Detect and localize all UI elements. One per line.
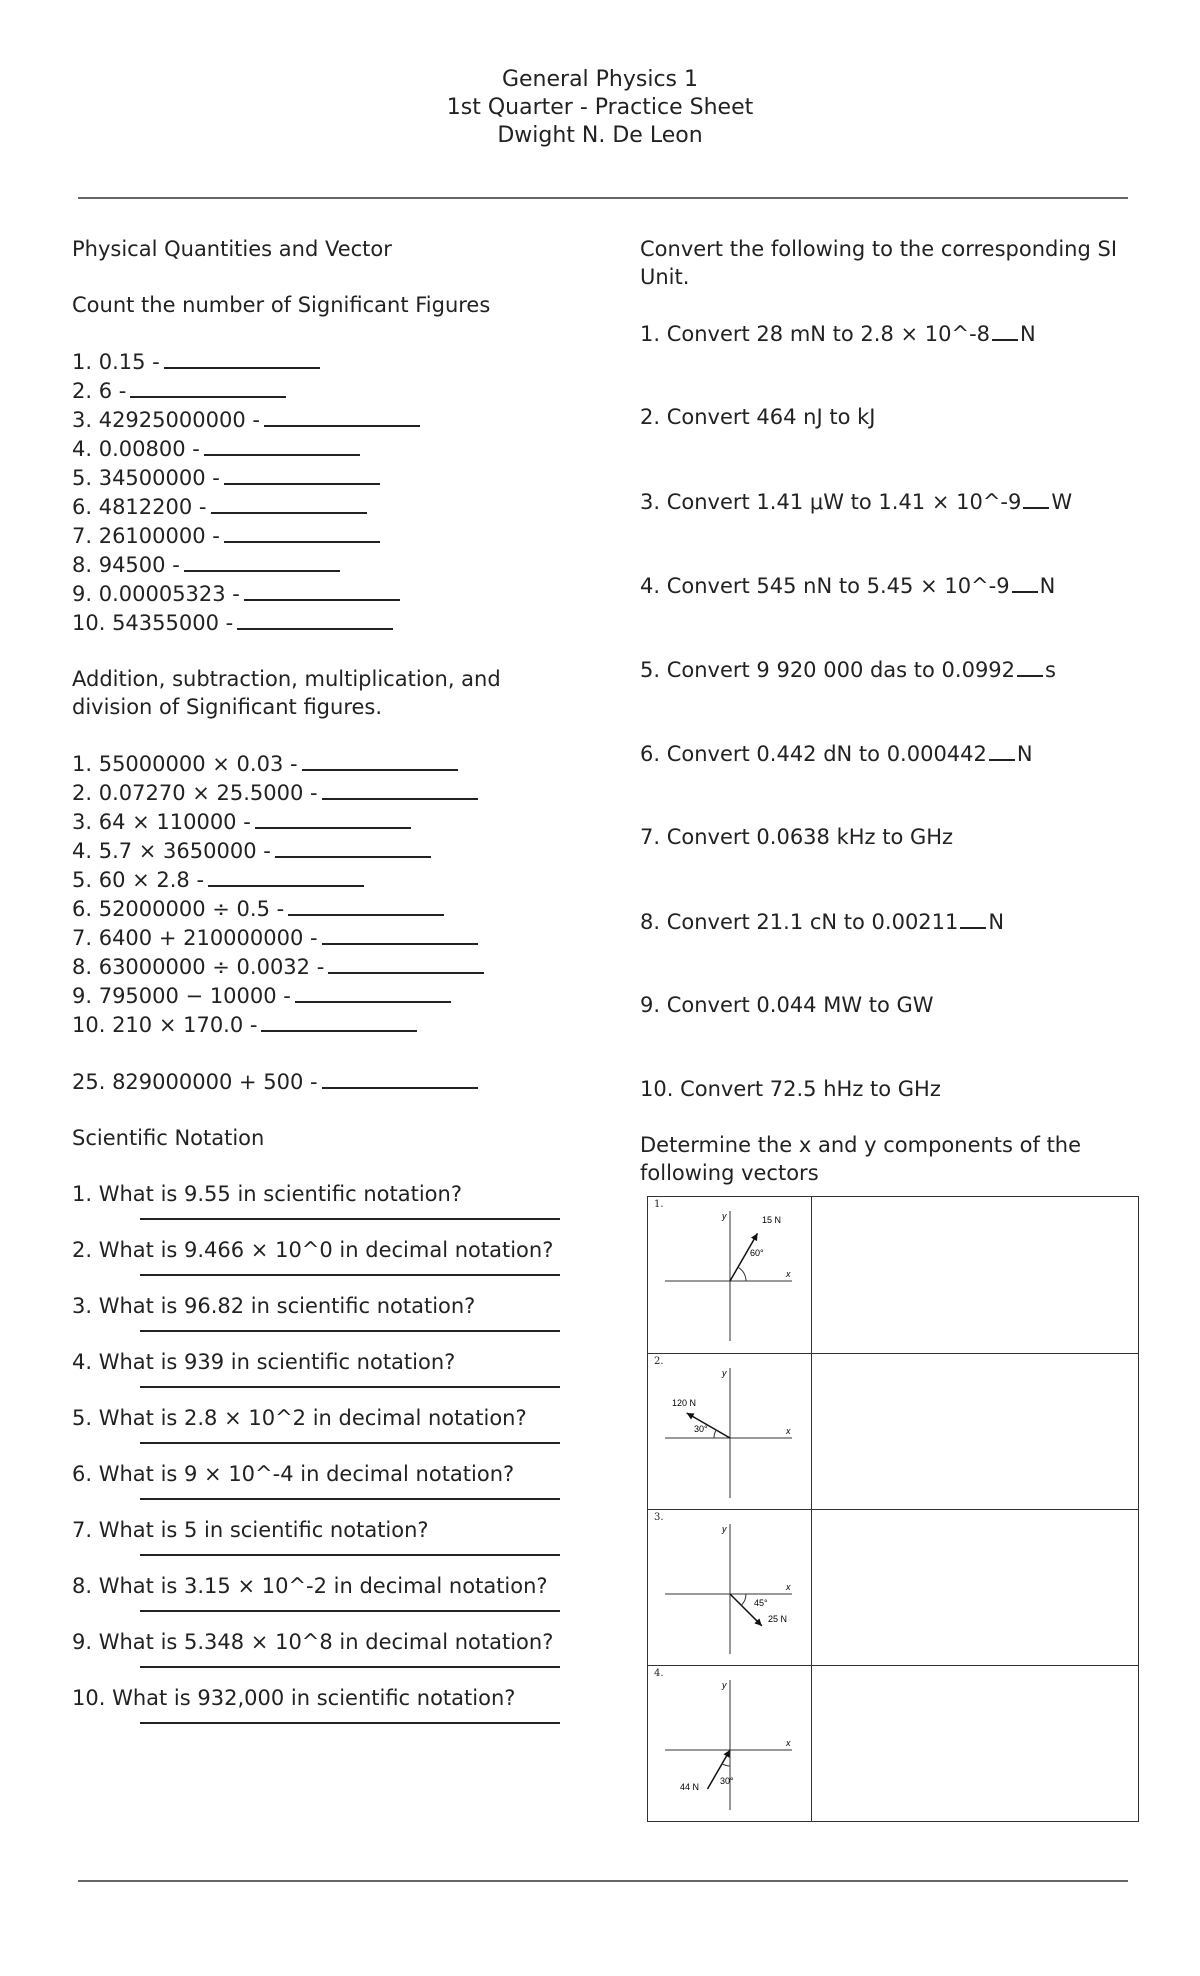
question-text: 9. 795000 − 10000 -: [72, 984, 291, 1008]
question-text: 6. 52000000 ÷ 0.5 -: [72, 897, 285, 921]
list-item: [640, 487, 1150, 571]
answer-cell[interactable]: [813, 1666, 1138, 1822]
answer-blank[interactable]: [1017, 655, 1043, 677]
list-item: [72, 1684, 572, 1740]
vector-number: 4.: [654, 1668, 664, 1679]
list-item: [72, 1628, 572, 1684]
vector-number: 3.: [654, 1512, 664, 1523]
answer-line[interactable]: [140, 1610, 560, 1612]
answer-blank[interactable]: [244, 579, 400, 601]
question-text: 3. Convert 1.41 μW to 1.41 × 10^-9: [640, 490, 1022, 514]
answer-blank[interactable]: [255, 807, 411, 829]
list-item: [72, 608, 572, 637]
angle-label: 30°: [720, 1776, 734, 1786]
list-item: [72, 981, 572, 1010]
vector-diagram: [648, 1510, 808, 1664]
magnitude-label: 120 N: [672, 1398, 697, 1408]
answer-blank[interactable]: [322, 1067, 478, 1089]
answer-blank[interactable]: [275, 836, 431, 858]
list-item: [640, 319, 1150, 403]
answer-blank[interactable]: [322, 778, 478, 800]
list-item: [72, 434, 572, 463]
answer-line[interactable]: [140, 1722, 560, 1724]
y-axis-label: y: [722, 1211, 727, 1221]
answer-cell[interactable]: [813, 1510, 1138, 1666]
unit-label: W: [1051, 490, 1073, 514]
question-text: 10. Convert 72.5 hHz to GHz: [640, 1077, 941, 1101]
list-item: [72, 1010, 572, 1039]
answer-cell-divider: [811, 1354, 812, 1510]
question-text: 8. 94500 -: [72, 553, 180, 577]
angle-label: 45°: [754, 1598, 768, 1608]
vector-title: Determine the x and y components of the following vectors: [640, 1133, 1082, 1185]
question-text: 5. 34500000 -: [72, 466, 220, 490]
vector-row: [648, 1665, 1138, 1822]
list-item: [72, 807, 572, 836]
question-text: 3. 42925000000 -: [72, 408, 260, 432]
list-item: [72, 1067, 572, 1096]
question-text: 3. What is 96.82 in scientific notation?: [72, 1294, 476, 1318]
y-axis-label: y: [722, 1524, 727, 1534]
list-item: [72, 579, 572, 608]
list-item: [72, 1292, 572, 1348]
list-item: [640, 571, 1150, 655]
x-axis-label: x: [786, 1582, 791, 1592]
top-divider: [78, 197, 1128, 199]
unit-label: N: [1039, 574, 1056, 598]
answer-blank[interactable]: [302, 749, 458, 771]
list-item: [72, 836, 572, 865]
list-item: [72, 865, 572, 894]
conversion-list: [640, 319, 1150, 1159]
sci-title: Scientific Notation: [72, 1126, 265, 1150]
vector-table: [647, 1196, 1139, 1822]
angle-label: 30°: [694, 1424, 708, 1434]
y-axis-label: y: [722, 1680, 727, 1690]
list-item: [72, 1516, 572, 1572]
answer-blank[interactable]: [224, 463, 380, 485]
angle-arc: [714, 1430, 716, 1438]
answer-line[interactable]: [140, 1218, 560, 1220]
question-text: 4. Convert 545 nN to 5.45 × 10^-9: [640, 574, 1010, 598]
x-axis-label: x: [786, 1269, 791, 1279]
left-column: [72, 235, 572, 1740]
angle-arc: [722, 1764, 730, 1766]
question-text: 7. 6400 + 210000000 -: [72, 926, 318, 950]
x-axis-label: x: [786, 1426, 791, 1436]
operations-title: Addition, subtraction, multiplication, and division of Significant figures.: [72, 667, 501, 719]
sigfig-list: [72, 347, 572, 637]
question-text: 4. 5.7 × 3650000 -: [72, 839, 271, 863]
y-axis-label: y: [722, 1368, 727, 1378]
course-title: General Physics 1: [501, 67, 699, 92]
answer-line[interactable]: [140, 1554, 560, 1556]
x-axis-label: x: [786, 1738, 791, 1748]
question-text: 1. 55000000 × 0.03 -: [72, 752, 298, 776]
answer-blank[interactable]: [224, 521, 380, 543]
question-text: 6. Convert 0.442 dN to 0.000442: [640, 742, 987, 766]
unit-label: N: [1016, 742, 1033, 766]
list-item: [72, 405, 572, 434]
answer-blank[interactable]: [1023, 487, 1049, 509]
answer-cell-divider: [811, 1666, 812, 1822]
list-item: [72, 1572, 572, 1628]
list-item: [72, 1236, 572, 1292]
answer-blank[interactable]: [992, 319, 1018, 341]
magnitude-label: 25 N: [768, 1614, 788, 1624]
list-item: [72, 923, 572, 952]
vector-diagram: [648, 1666, 808, 1820]
answer-blank[interactable]: [130, 376, 286, 398]
question-text: 7. What is 5 in scientific notation?: [72, 1518, 429, 1542]
answer-blank[interactable]: [295, 981, 451, 1003]
list-item: [72, 463, 572, 492]
author-name: Dwight N. De Leon: [497, 123, 703, 148]
question-text: 4. 0.00800 -: [72, 437, 200, 461]
question-text: 5. 60 × 2.8 -: [72, 868, 205, 892]
answer-cell-divider: [811, 1197, 812, 1353]
list-item: [72, 1404, 572, 1460]
question-text: 8. Convert 21.1 cN to 0.00211: [640, 910, 959, 934]
vector-row: [648, 1509, 1138, 1666]
vector-number: 1.: [654, 1199, 664, 1210]
list-item: [72, 521, 572, 550]
question-text: 5. Convert 9 920 000 das to 0.0992: [640, 658, 1016, 682]
question-text: 6. What is 9 × 10^-4 in decimal notation?: [72, 1462, 515, 1486]
question-text: 8. 63000000 ÷ 0.0032 -: [72, 955, 325, 979]
question-text: 1. What is 9.55 in scientific notation?: [72, 1182, 462, 1206]
list-item: [72, 778, 572, 807]
question-text: 8. What is 3.15 × 10^-2 in decimal notation?: [72, 1574, 548, 1598]
answer-line[interactable]: [140, 1386, 560, 1388]
answer-cell[interactable]: [813, 1354, 1138, 1510]
list-item: [640, 991, 1150, 1075]
question-text: 2. What is 9.466 × 10^0 in decimal notation?: [72, 1238, 554, 1262]
sheet-title: 1st Quarter - Practice Sheet: [446, 95, 754, 120]
answer-blank[interactable]: [264, 405, 420, 427]
question-text: 5. What is 2.8 × 10^2 in decimal notation?: [72, 1406, 527, 1430]
question-text: 7. Convert 0.0638 kHz to GHz: [640, 825, 954, 849]
right-column: [640, 235, 1150, 1187]
list-item: [72, 376, 572, 405]
question-text: 9. What is 5.348 × 10^8 in decimal notation?: [72, 1630, 554, 1654]
answer-blank[interactable]: [208, 865, 364, 887]
operations-list: [72, 749, 572, 1039]
vector-diagram: [648, 1354, 808, 1508]
scientific-notation-list: [72, 1180, 572, 1740]
unit-label: N: [988, 910, 1005, 934]
question-text: 10. 54355000 -: [72, 611, 234, 635]
list-item: [72, 749, 572, 778]
list-item: [72, 952, 572, 981]
answer-line[interactable]: [140, 1666, 560, 1668]
question-text: 2. 0.07270 × 25.5000 -: [72, 781, 318, 805]
sigfig-title: Count the number of Significant Figures: [72, 293, 491, 317]
answer-blank[interactable]: [322, 923, 478, 945]
answer-blank[interactable]: [184, 550, 340, 572]
answer-blank[interactable]: [261, 1010, 417, 1032]
vector-row: [648, 1353, 1138, 1510]
answer-blank[interactable]: [989, 739, 1015, 761]
list-item: [72, 1180, 572, 1236]
magnitude-label: 44 N: [680, 1782, 700, 1792]
list-item: [640, 739, 1150, 823]
question-text: 9. Convert 0.044 MW to GW: [640, 993, 934, 1017]
list-item: [640, 655, 1150, 739]
answer-blank[interactable]: [164, 347, 320, 369]
list-item: [640, 403, 1150, 487]
question-text: 10. What is 932,000 in scientific notation?: [72, 1686, 516, 1710]
question-text: 2. 6 -: [72, 379, 127, 403]
angle-label: 60°: [750, 1248, 764, 1258]
answer-blank[interactable]: [288, 894, 444, 916]
list-item: [72, 1348, 572, 1404]
extra-item-text: 25. 829000000 + 500 -: [72, 1070, 318, 1094]
answer-blank[interactable]: [1012, 571, 1038, 593]
unit-label: s: [1045, 658, 1056, 682]
list-item: [72, 347, 572, 376]
answer-blank[interactable]: [960, 907, 986, 929]
vector-row: [648, 1197, 1138, 1353]
angle-arc: [741, 1594, 746, 1605]
answer-line[interactable]: [140, 1330, 560, 1332]
answer-cell-divider: [811, 1510, 812, 1666]
answer-blank[interactable]: [237, 608, 393, 630]
answer-line[interactable]: [140, 1274, 560, 1276]
answer-blank[interactable]: [204, 434, 360, 456]
list-item: [72, 1460, 572, 1516]
magnitude-label: 15 N: [762, 1215, 782, 1225]
question-text: 9. 0.00005323 -: [72, 582, 240, 606]
conversion-title: Convert the following to the corresponding SI Unit.: [640, 237, 1118, 289]
question-text: 4. What is 939 in scientific notation?: [72, 1350, 456, 1374]
question-text: 10. 210 × 170.0 -: [72, 1013, 258, 1037]
list-item: [640, 823, 1150, 907]
question-text: 3. 64 × 110000 -: [72, 810, 251, 834]
question-text: 6. 4812200 -: [72, 495, 207, 519]
list-item: [640, 907, 1150, 991]
question-text: 1. 0.15 -: [72, 350, 160, 374]
vector-diagram: [648, 1197, 808, 1351]
unit-label: N: [1020, 322, 1036, 346]
answer-blank[interactable]: [328, 952, 484, 974]
question-text: 7. 26100000 -: [72, 524, 220, 548]
list-item: [72, 550, 572, 579]
vector-number: 2.: [654, 1356, 664, 1367]
answer-cell[interactable]: [813, 1197, 1138, 1353]
answer-line[interactable]: [140, 1498, 560, 1500]
bottom-divider: [78, 1880, 1128, 1882]
list-item: [72, 492, 572, 521]
question-text: 1. Convert 28 mN to 2.8 × 10^-8: [640, 322, 991, 346]
question-text: 2. Convert 464 nJ to kJ: [640, 405, 876, 429]
list-item: [72, 894, 572, 923]
answer-blank[interactable]: [211, 492, 367, 514]
section-title: Physical Quantities and Vector: [72, 237, 392, 261]
page-header: [0, 66, 1200, 150]
angle-arc: [738, 1267, 746, 1281]
answer-line[interactable]: [140, 1442, 560, 1444]
